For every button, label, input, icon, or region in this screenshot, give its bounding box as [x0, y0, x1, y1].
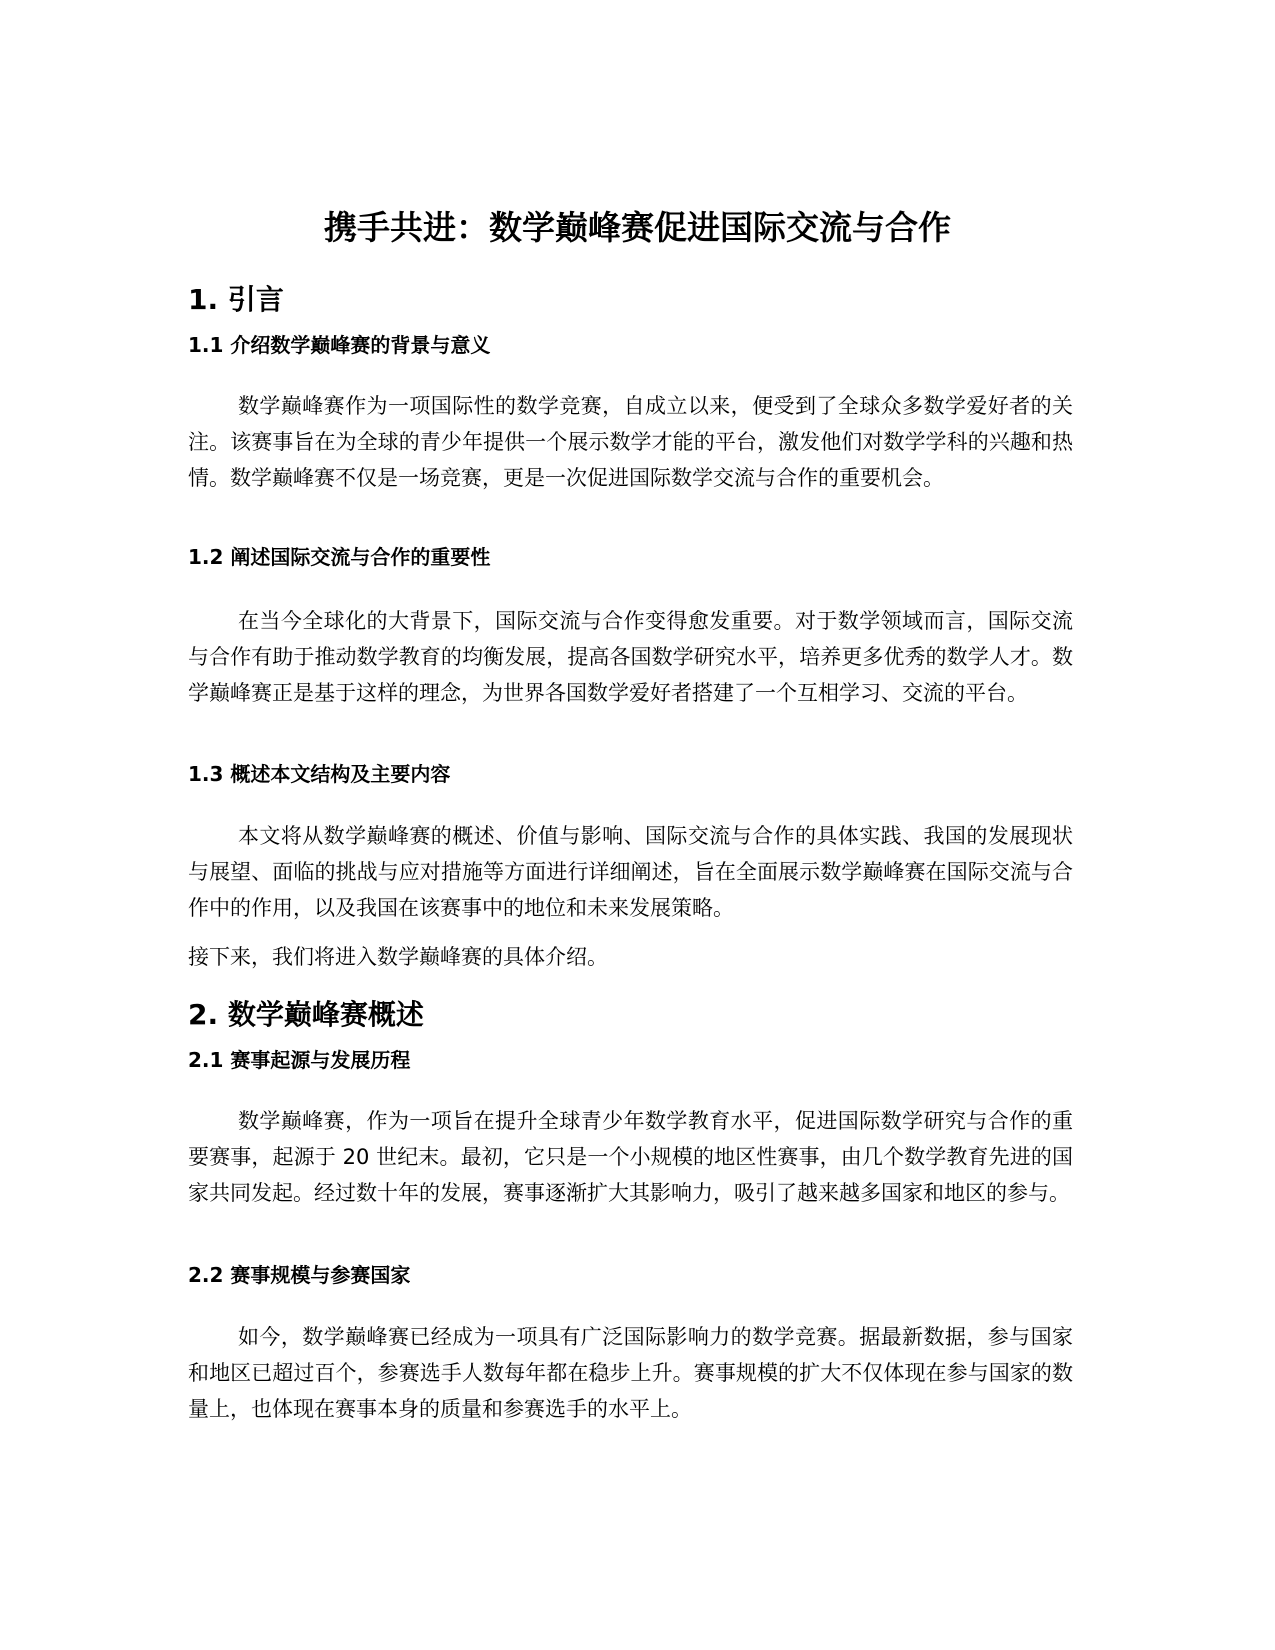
paragraph-2-1: 数学巅峰赛，作为一项旨在提升全球青少年数学教育水平，促进国际数学研究与合作的重要赛事，起源于 20 世纪末。最初，它只是一个小规模的地区性赛事，由几个数学教育先进的国家共同发起。经过数十年的发展，赛事逐渐扩大其影响力，吸引了越来越多国家和地区的参与。	[188, 1109, 1073, 1205]
paragraph-1-3-transition: 接下来，我们将进入数学巅峰赛的具体介绍。	[188, 945, 608, 969]
subsection-heading-2-1: 2.1 赛事起源与发展历程	[188, 1048, 411, 1072]
subsection-heading-1-2: 1.2 阐述国际交流与合作的重要性	[188, 545, 491, 569]
subsection-heading-1-3: 1.3 概述本文结构及主要内容	[188, 762, 451, 786]
paragraph-1-3: 本文将从数学巅峰赛的概述、价值与影响、国际交流与合作的具体实践、我国的发展现状与展望、面临的挑战与应对措施等方面进行详细阐述，旨在全面展示数学巅峰赛在国际交流与合作中的作用，以及我国在该赛事中的地位和未来发展策略。	[188, 824, 1073, 920]
document-title: 携手共进：数学巅峰赛促进国际交流与合作	[324, 208, 951, 247]
subsection-heading-2-2: 2.2 赛事规模与参赛国家	[188, 1263, 411, 1287]
paragraph-1-2: 在当今全球化的大背景下，国际交流与合作变得愈发重要。对于数学领域而言，国际交流与合作有助于推动数学教育的均衡发展，提高各国数学研究水平，培养更多优秀的数学人才。数学巅峰赛正是基于这样的理念，为世界各国数学爱好者搭建了一个互相学习、交流的平台。	[188, 609, 1073, 705]
section-heading-introduction: 1. 引言	[188, 283, 284, 316]
paragraph-1-1: 数学巅峰赛作为一项国际性的数学竞赛，自成立以来，便受到了全球众多数学爱好者的关注。该赛事旨在为全球的青少年提供一个展示数学才能的平台，激发他们对数学学科的兴趣和热情。数学巅峰赛不仅是一场竞赛，更是一次促进国际数学交流与合作的重要机会。	[188, 394, 1073, 490]
subsection-heading-1-1: 1.1 介绍数学巅峰赛的背景与意义	[188, 333, 491, 357]
paragraph-2-2: 如今，数学巅峰赛已经成为一项具有广泛国际影响力的数学竞赛。据最新数据，参与国家和地区已超过百个，参赛选手人数每年都在稳步上升。赛事规模的扩大不仅体现在参与国家的数量上，也体现在赛事本身的质量和参赛选手的水平上。	[188, 1325, 1073, 1421]
section-heading-overview: 2. 数学巅峰赛概述	[188, 998, 424, 1031]
